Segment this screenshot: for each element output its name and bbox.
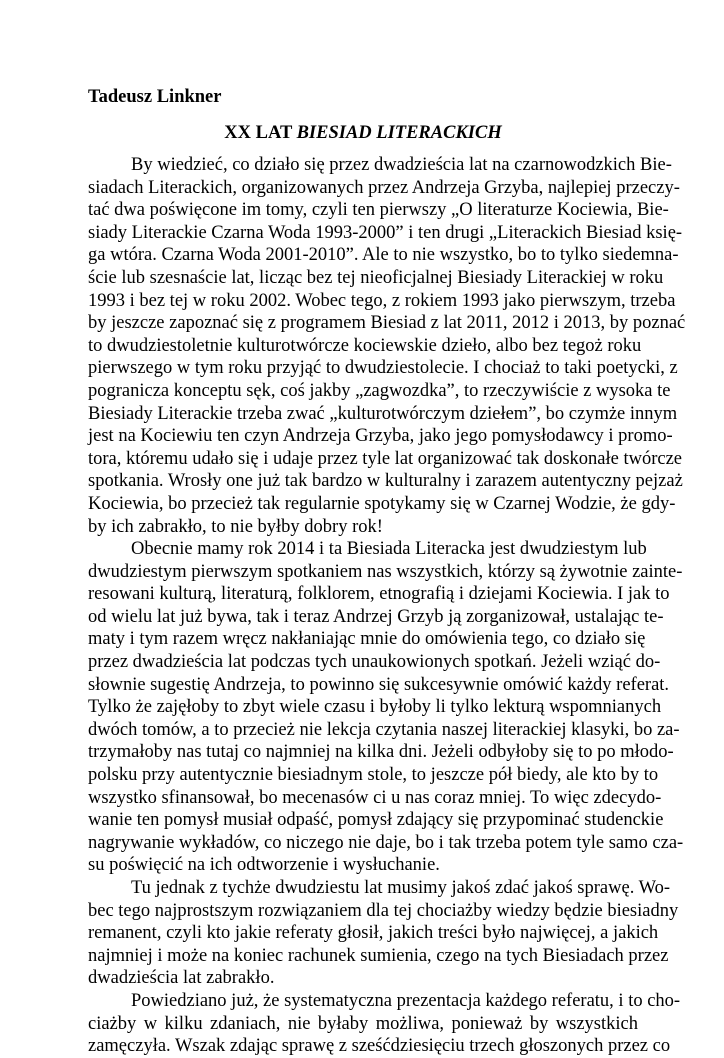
text-line: by ich zabrakło, to nie byłby dobry rok!: [88, 516, 383, 537]
text-line: nagrywanie wykładów, co niczego nie daje, bo i tak trzeba potem tyle samo cza-: [88, 832, 684, 853]
text-line: tać dwa poświęcone im tomy, czyli ten pierwszy „O literaturze Kociewia, Bie-: [88, 200, 669, 221]
text-line: trzymałoby nas tutaj co najmniej na kilka dni. Jeżeli odbyłoby się to po młodo-: [88, 742, 674, 763]
text-line: ciażby w kilku zdaniach, nie byłaby możliwa, ponieważ by wszystkich: [88, 1013, 638, 1034]
text-line: Kociewia, bo przecież tak regularnie spotykamy się w Czarnej Wodzie, że gdy-: [88, 493, 676, 514]
text-line: ście lub szesnaście lat, licząc bez tej nieoficjalnej Biesiady Literackiej w roku: [88, 267, 664, 288]
text-line: jest na Kociewiu ten czyn Andrzeja Grzyba, jako jego pomysłodawcy i promo-: [88, 426, 673, 447]
text-line: polsku przy autentycznie biesiadnym stole, to jeszcze pół biedy, ale kto by to: [88, 765, 659, 786]
text-line: by jeszcze zapoznać się z programem Biesiad z lat 2011, 2012 i 2013, by poznać: [88, 313, 686, 334]
text-line: Powiedziano już, że systematyczna prezentacja każdego referatu, i to cho-: [131, 990, 681, 1011]
text-line: resowani kulturą, literaturą, folklorem, etnografią i dziejami Kociewia. I jak to: [88, 584, 670, 605]
title-prefix: XX LAT: [224, 123, 297, 143]
text-line: pogranicza konceptu sęk, coś jakby „zagwozdka”, to rzeczywiście z wysoka te: [88, 380, 671, 401]
paragraph: [88, 538, 684, 877]
text-line: wanie ten pomysł musiał odpaść, pomysł zdający się przypominać studenckie: [88, 810, 664, 831]
text-line: to dwudziestoletnie kulturotwórcze kociewskie dzieło, albo bez tegoż roku: [88, 335, 642, 356]
document-body: [88, 154, 686, 1058]
paragraph: [88, 154, 686, 538]
text-line: dwudziestym pierwszym spotkaniem nas wszystkich, którzy są żywotnie zainte-: [88, 561, 683, 582]
text-line: Tylko że zajęłoby to zbyt wiele czasu i byłoby li tylko lekturą wspomnianych: [88, 697, 662, 718]
text-line: Biesiady Literackie trzeba zwać „kulturotwórczym dziełem”, bo czymże innym: [88, 403, 678, 424]
text-line: su poświęcić na ich odtworzenie i wysłuchanie.: [88, 855, 440, 876]
author-name: Tadeusz Linkner: [88, 87, 222, 107]
text-line: zamęczyła. Wszak zdając sprawę z sześćdziesięciu trzech głoszonych przez co: [88, 1036, 671, 1057]
text-line: ga wtóra. Czarna Woda 2001-2010”. Ale to nie wszystko, bo to tylko siedemna-: [88, 245, 679, 266]
text-line: siady Literackie Czarna Woda 1993-2000” i ten drugi „Literackich Biesiad księ-: [88, 222, 683, 243]
text-line: bec tego najprostszym rozwiązaniem dla tej chociażby wiedzy będzie biesiadny: [88, 900, 679, 921]
text-line: By wiedzieć, co działo się przez dwadzieścia lat na czarnowodzkich Bie-: [131, 155, 672, 175]
text-line: 1993 i bez tej w roku 2002. Wobec tego, z rokiem 1993 jako pierwszym, trzeba: [88, 290, 676, 311]
text-line: wszystko sfinansował, bo mecenasów ci u nas coraz mniej. To więc zdecydo-: [88, 787, 662, 808]
text-line: dwóch tomów, a to przecież nie lekcja czytania naszej literackiej klasyki, bo za-: [88, 719, 680, 740]
text-line: najmniej i może na koniec rachunek sumienia, czego na tych Biesiadach przez: [88, 945, 669, 966]
text-line: pierwszego w tym roku przyjąć to dwudziestolecie. I chociaż to taki poetycki, z: [88, 358, 678, 379]
text-line: maty i tym razem wręcz nakłaniając mnie do omówienia tego, co działo się: [88, 629, 646, 650]
text-line: słownie sugestię Andrzeja, to powinno się sukcesywnie omówić każdy referat.: [88, 674, 670, 695]
text-line: przez dwadzieścia lat podczas tych unaukowionych spotkań. Jeżeli wziąć do-: [88, 652, 661, 673]
text-line: siadach Literackich, organizowanych przez Andrzeja Grzyba, najlepiej przeczy-: [88, 177, 680, 198]
title-italic: BIESIAD LITERACKICH: [296, 123, 502, 143]
text-line: remanent, czyli kto jakie referaty głosił, jakich treści było najwięcej, a jakich: [88, 923, 659, 944]
text-line: tora, któremu udało się i udaje przez tyle lat organizować tak doskonałe twórcze: [88, 448, 682, 469]
text-line: Tu jednak z tychże dwudziestu lat musimy jakoś zdać jakoś sprawę. Wo-: [131, 878, 671, 898]
text-line: od wielu lat już bywa, tak i teraz Andrzej Grzyb ją zorganizował, ustalając te-: [88, 606, 664, 627]
text-line: Obecnie mamy rok 2014 i ta Biesiada Literacka jest dwudziestym lub: [131, 539, 647, 560]
text-line: dwadzieścia lat zabrakło.: [88, 968, 275, 989]
paragraph: [88, 877, 679, 990]
text-line: spotkania. Wrosły one już tak bardzo w kulturalny i zarazem autentyczny pejzaż: [88, 471, 683, 492]
document-title: [88, 122, 638, 144]
